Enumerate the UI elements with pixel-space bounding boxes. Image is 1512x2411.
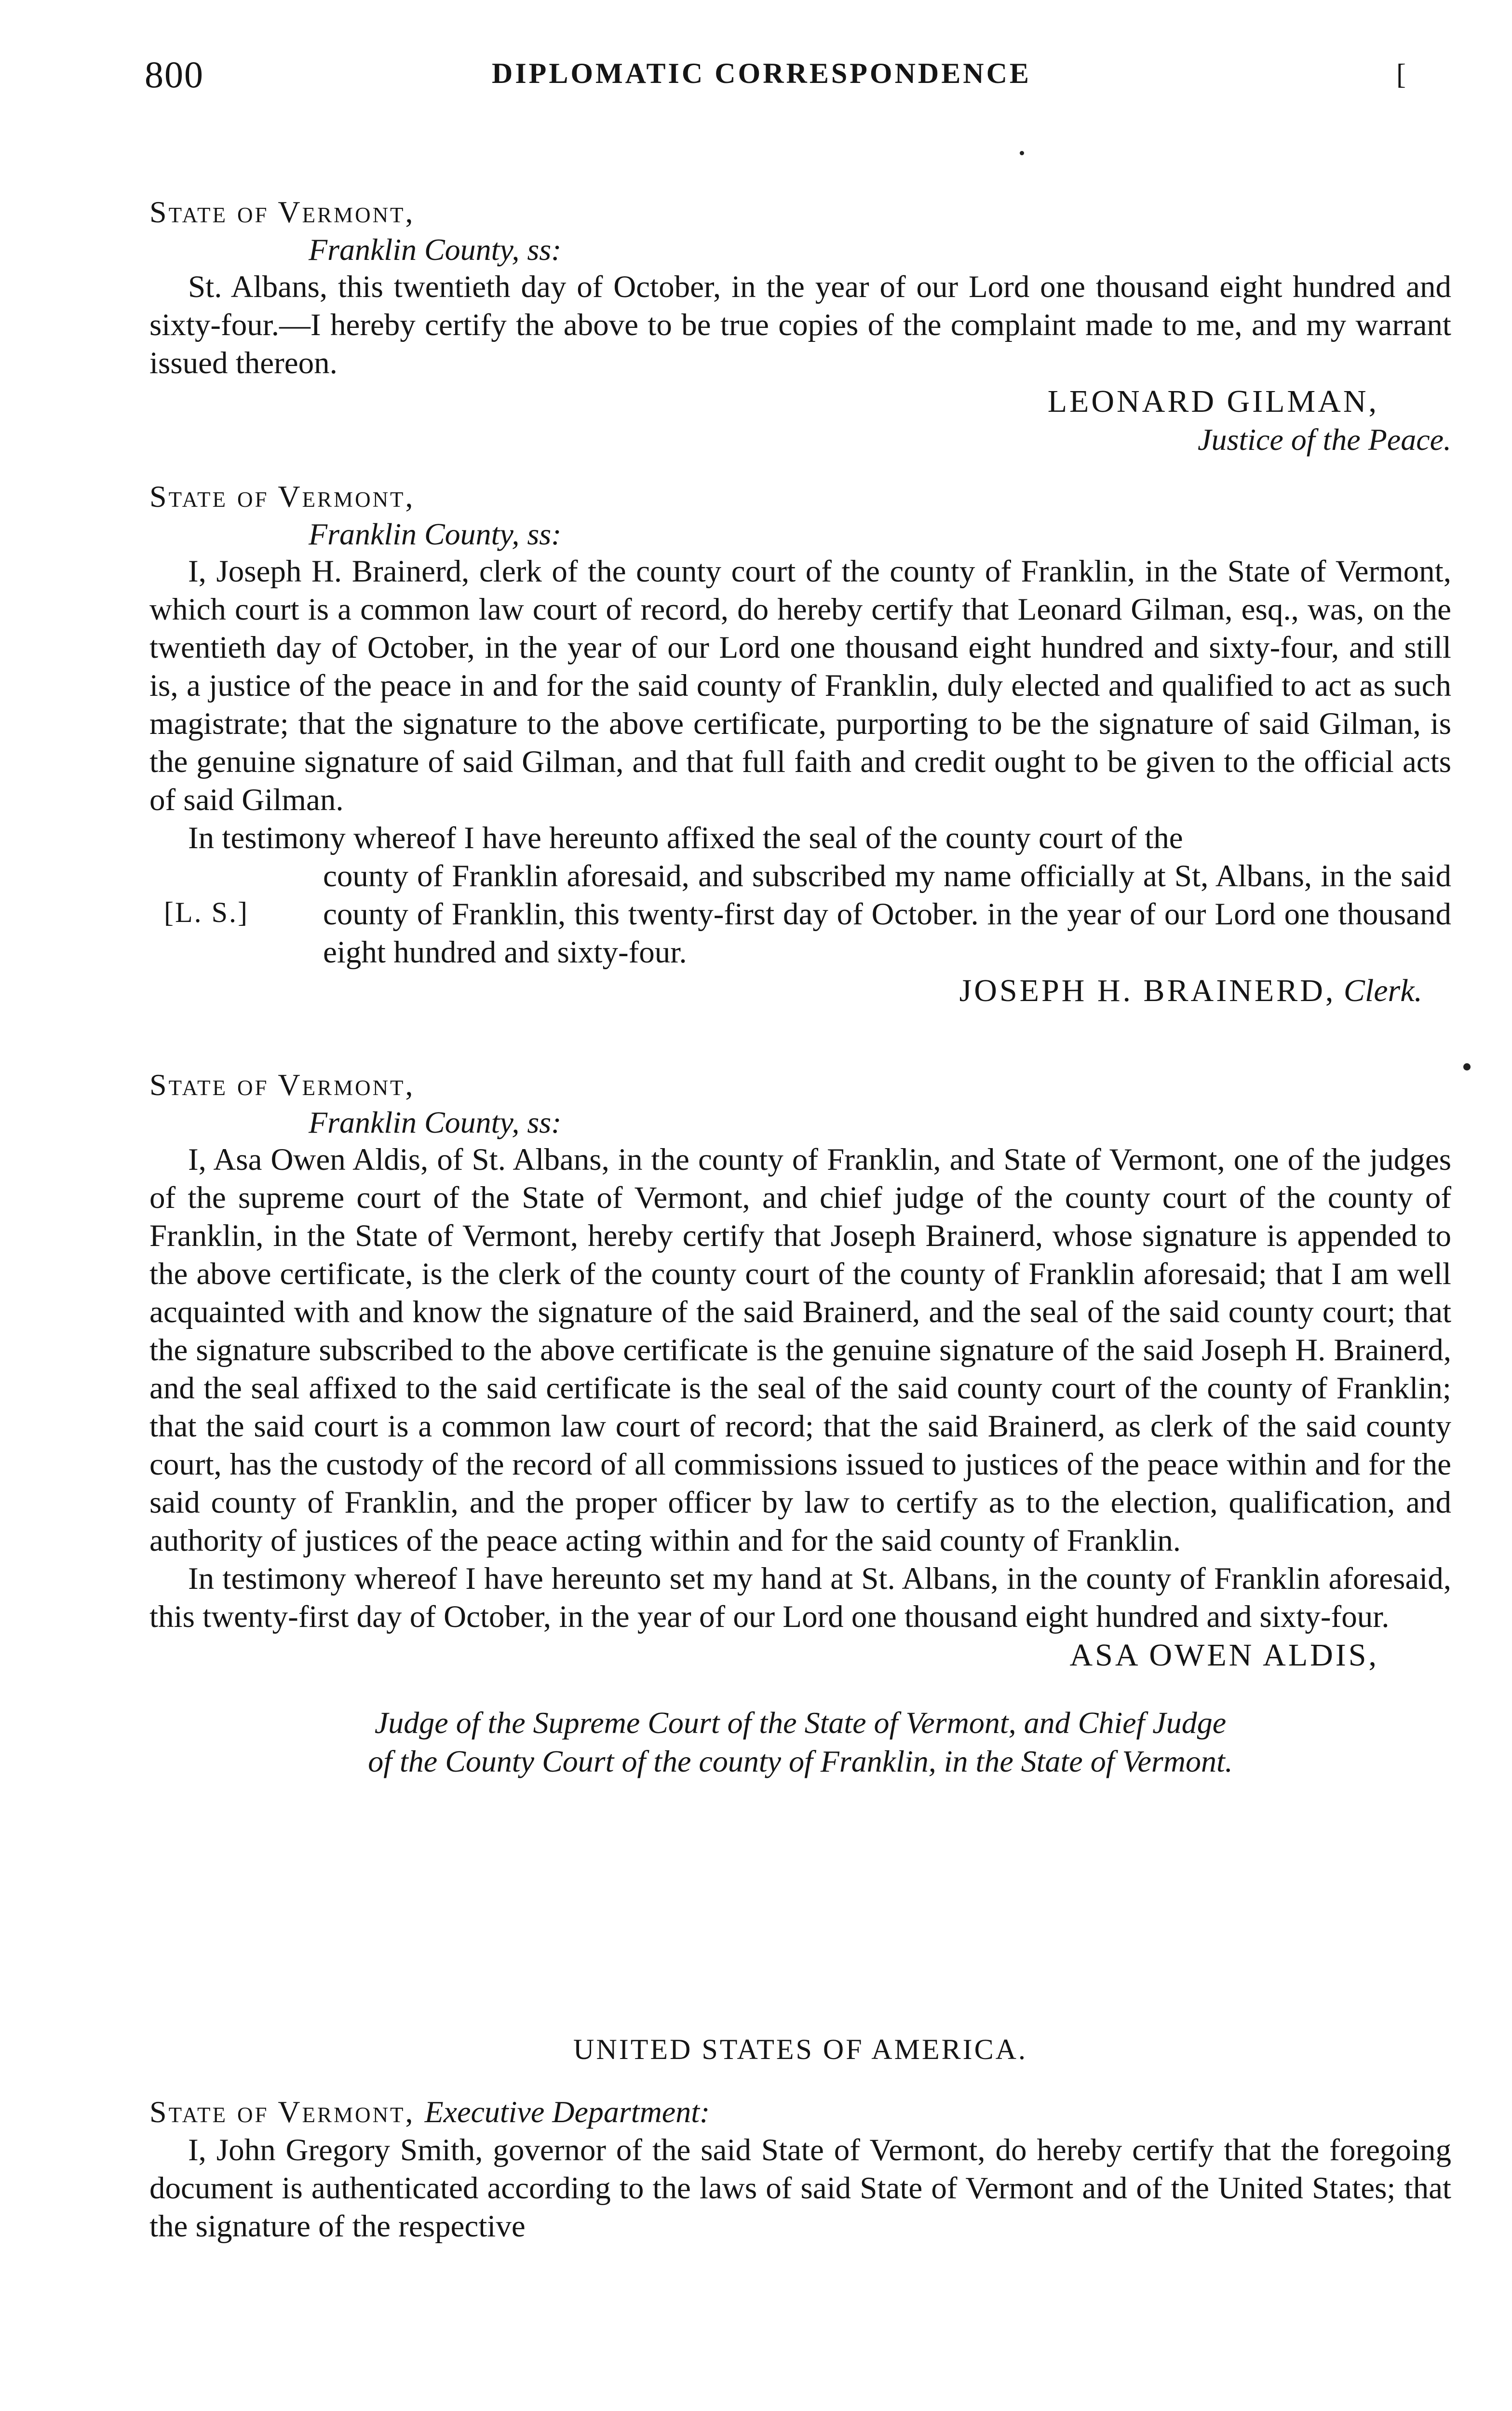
signer-title-line-1: Judge of the Supreme Court of the State of Vermont, and Chief Judge <box>374 1706 1227 1740</box>
state-heading: State of Vermont, <box>149 195 415 229</box>
certificate-brainerd <box>149 477 1451 1010</box>
certificate-body: I, Joseph H. Brainerd, clerk of the county court of the county of Franklin, in the State of Vermont, which court is a common law court of record, do hereby certify that Leonard Gilman, esq., was, on the twentieth day of October, in the year of our Lord one thousand eight hundred and sixty-four, and still is, a justice of the peace in and for the said county of Franklin, duly elected and qualified to act as such magistrate; that the signature to the above certificate, purporting to be the signature of said Gilman, is the genuine signature of said Gilman, and that full faith and credit ought to be given to the official acts of said Gilman. <box>149 554 1451 817</box>
state-heading: State of Vermont, <box>149 479 415 514</box>
state-heading <box>149 2093 1451 2131</box>
testimony-text: In testimony whereof I have hereunto set my hand at St. Albans, in the county of Franklin aforesaid, this twenty-first day of October, in the year of our Lord one thousand eight hundred and sixty-four. <box>149 1561 1451 1634</box>
page-number: 800 <box>145 54 204 95</box>
certificate-body: I, John Gregory Smith, governor of the said State of Vermont, do hereby certify that the foregoing document is authenticated according to the laws of said State of Vermont and of the United States; that the signature of the respective <box>149 2133 1451 2244</box>
scan-speck <box>1463 1063 1471 1070</box>
signer-title <box>149 1704 1451 1781</box>
signer-name: ASA OWEN ALDIS, <box>1069 1638 1379 1673</box>
county-heading: Franklin County, ss: <box>309 1105 562 1139</box>
signer-name: JOSEPH H. BRAINERD, <box>959 973 1336 1008</box>
certificate-governor <box>149 2030 1451 2246</box>
scan-speck <box>1020 151 1024 155</box>
signer-title: Justice of the Peace. <box>1198 422 1451 457</box>
edge-mark: [ <box>1396 58 1406 90</box>
county-heading: Franklin County, ss: <box>309 232 562 267</box>
seal-label: [L. S.] <box>164 896 249 928</box>
state-heading: State of Vermont, <box>149 1068 415 1102</box>
signer-title: Clerk. <box>1343 973 1422 1008</box>
certificate-aldis <box>149 1066 1451 1781</box>
certificate-body: I, Asa Owen Aldis, of St. Albans, in the county of Franklin, and State of Vermont, one of the judges of the supreme court of the State of Vermont, and chief judge of the county court of the county of Franklin, in the State of Vermont, hereby certify that Joseph Brainerd, whose signature is appended to the above certificate, is the clerk of the county court of the county of Franklin aforesaid; that I am well acquainted with and know the signature of the said Brainerd, and the seal of the said county court; that the signature subscribed to the above certificate is the genuine signature of the said Joseph H. Brainerd, and the seal affixed to the said certificate is the seal of the said county court of the county of Franklin; that the said court is a common law court of record; that the said Brainerd, as clerk of the said county court, has the custody of the record of all commissions issued to justices of the peace within and for the said county of Franklin, and the proper officer by law to certify as to the election, qualification, and authority of justices of the peace acting within and for the said county of Franklin. <box>149 1142 1451 1558</box>
signature-line <box>149 972 1422 1010</box>
department-name: Executive Department: <box>424 2095 710 2129</box>
testimony-opening: In testimony whereof I have hereunto affixed the seal of the county court of the <box>188 821 1183 855</box>
state-name: State of Vermont, <box>149 2095 415 2129</box>
certificate-body: St. Albans, this twentieth day of October, in the year of our Lord one thousand eight hundred and sixty-four.—I hereby certify the above to be true copies of the complaint made to me, and my warrant issued thereon. <box>149 270 1451 380</box>
certificate-gilman <box>149 193 1451 459</box>
page-header <box>145 53 1406 106</box>
signer-title-line-2: of the County Court of the county of Franklin, in the State of Vermont. <box>368 1744 1233 1778</box>
seal-block <box>149 857 1451 972</box>
county-heading: Franklin County, ss: <box>309 517 562 551</box>
signer-name: LEONARD GILMAN, <box>1047 384 1379 419</box>
running-title: DIPLOMATIC CORRESPONDENCE <box>492 57 1031 89</box>
country-heading: UNITED STATES OF AMERICA. <box>573 2033 1027 2065</box>
testimony-text: county of Franklin aforesaid, and subscribed my name officially at St, Albans, in the said county of Franklin, this twenty-first day of October. in the year of our Lord one thousand eight hundred and sixty-four. <box>323 859 1451 970</box>
